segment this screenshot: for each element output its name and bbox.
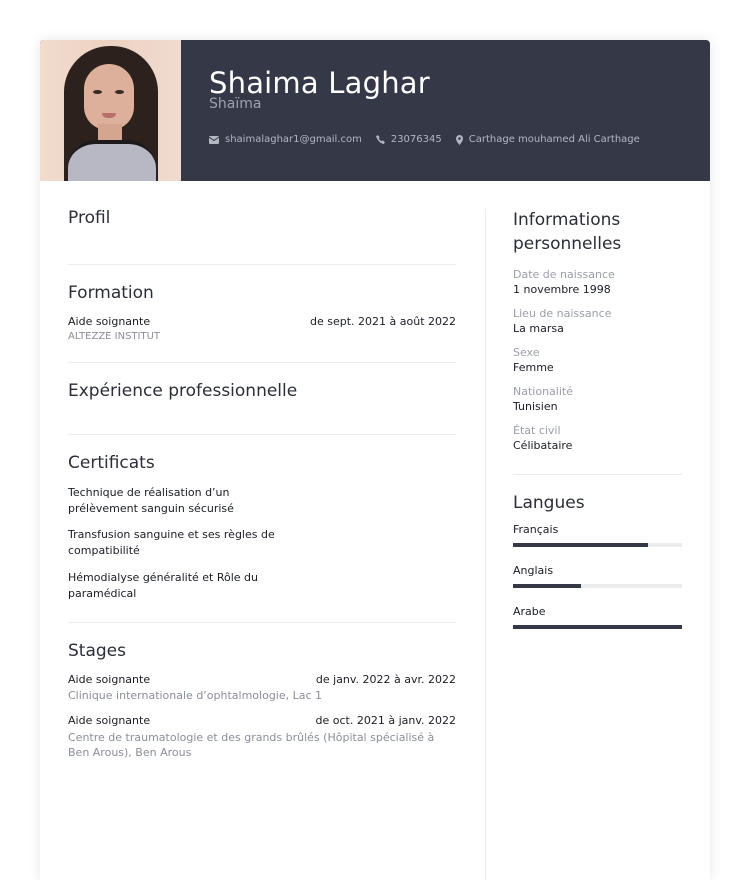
section-divider	[513, 474, 682, 475]
location-pin-icon	[456, 135, 463, 145]
address-text: Carthage mouhamed Ali Carthage	[468, 134, 640, 145]
profile-heading: Profil	[68, 208, 111, 228]
resume-header	[40, 40, 710, 181]
language-item	[513, 523, 682, 547]
personal-field	[513, 268, 682, 296]
certificates-heading: Certificats	[68, 453, 155, 473]
languages-heading: Langues	[513, 493, 585, 513]
candidate-subname: Shaïma	[209, 96, 262, 112]
field-label: Date de naissance	[513, 268, 615, 281]
field-label: Sexe	[513, 346, 540, 359]
column-divider	[485, 209, 486, 880]
internship-item	[68, 673, 456, 686]
internship-dates: de janv. 2022 à avr. 2022	[315, 673, 456, 686]
field-label: Nationalité	[513, 385, 573, 398]
resume-sheet	[40, 40, 710, 880]
personal-field	[513, 307, 682, 335]
profile-photo	[40, 40, 181, 181]
internship-role: Aide soignante	[68, 673, 151, 686]
field-label: Lieu de naissance	[513, 307, 612, 320]
education-place: ALTEZZE INSTITUT	[68, 331, 161, 342]
phone-icon	[376, 135, 385, 144]
personal-field	[513, 385, 682, 413]
field-label: État civil	[513, 424, 561, 437]
email-text: shaimalaghar1@gmail.com	[225, 134, 362, 145]
internship-place: Centre de traumatologie et des grands brûlés (Hôpital spécialisé à Ben Arous), Ben Arous	[68, 731, 435, 759]
language-item	[513, 605, 682, 629]
education-dates: de sept. 2021 à août 2022	[309, 315, 456, 328]
side-column	[513, 208, 682, 629]
personal-field	[513, 424, 682, 452]
language-level-bar	[513, 625, 682, 629]
contact-email[interactable]	[209, 134, 362, 145]
language-level-fill	[513, 543, 648, 547]
internship-place: Clinique internationale d’ophtalmologie, Lac 1	[68, 689, 323, 702]
language-name: Arabe	[513, 605, 546, 618]
internships-heading: Stages	[68, 641, 126, 661]
field-value: 1 novembre 1998	[513, 283, 611, 296]
education-item	[68, 315, 456, 328]
education-heading: Formation	[68, 283, 154, 303]
language-level-fill	[513, 625, 682, 629]
field-value: Célibataire	[513, 439, 573, 452]
language-name: Français	[513, 523, 559, 536]
field-value: La marsa	[513, 322, 564, 335]
certificate-item: Hémodialyse généralité et Rôle du paramédical	[68, 571, 258, 600]
section-divider	[68, 362, 456, 363]
envelope-icon	[209, 136, 219, 144]
contact-address	[456, 134, 640, 145]
internship-role: Aide soignante	[68, 714, 151, 727]
contact-bar	[209, 134, 654, 145]
contact-phone[interactable]	[376, 134, 442, 145]
field-value: Tunisien	[513, 400, 558, 413]
certificate-item: Technique de réalisation d’un prélèvement sanguin sécurisé	[68, 486, 234, 515]
candidate-name: Shaima Laghar	[209, 66, 430, 100]
language-name: Anglais	[513, 564, 554, 577]
field-value: Femme	[513, 361, 554, 374]
language-level-bar	[513, 584, 682, 588]
certificate-item: Transfusion sanguine et ses règles de compatibilité	[68, 528, 275, 557]
personal-field	[513, 346, 682, 374]
main-column	[68, 208, 456, 760]
experience-heading: Expérience professionnelle	[68, 381, 298, 401]
education-role: Aide soignante	[68, 315, 151, 328]
section-divider	[68, 434, 456, 435]
language-level-fill	[513, 584, 581, 588]
section-divider	[68, 264, 456, 265]
language-item	[513, 564, 682, 588]
language-level-bar	[513, 543, 682, 547]
phone-text: 23076345	[390, 134, 442, 145]
internship-item	[68, 714, 456, 727]
personal-info-heading: Informations personnelles	[513, 210, 622, 254]
internship-dates: de oct. 2021 à janv. 2022	[315, 714, 456, 727]
section-divider	[68, 622, 456, 623]
